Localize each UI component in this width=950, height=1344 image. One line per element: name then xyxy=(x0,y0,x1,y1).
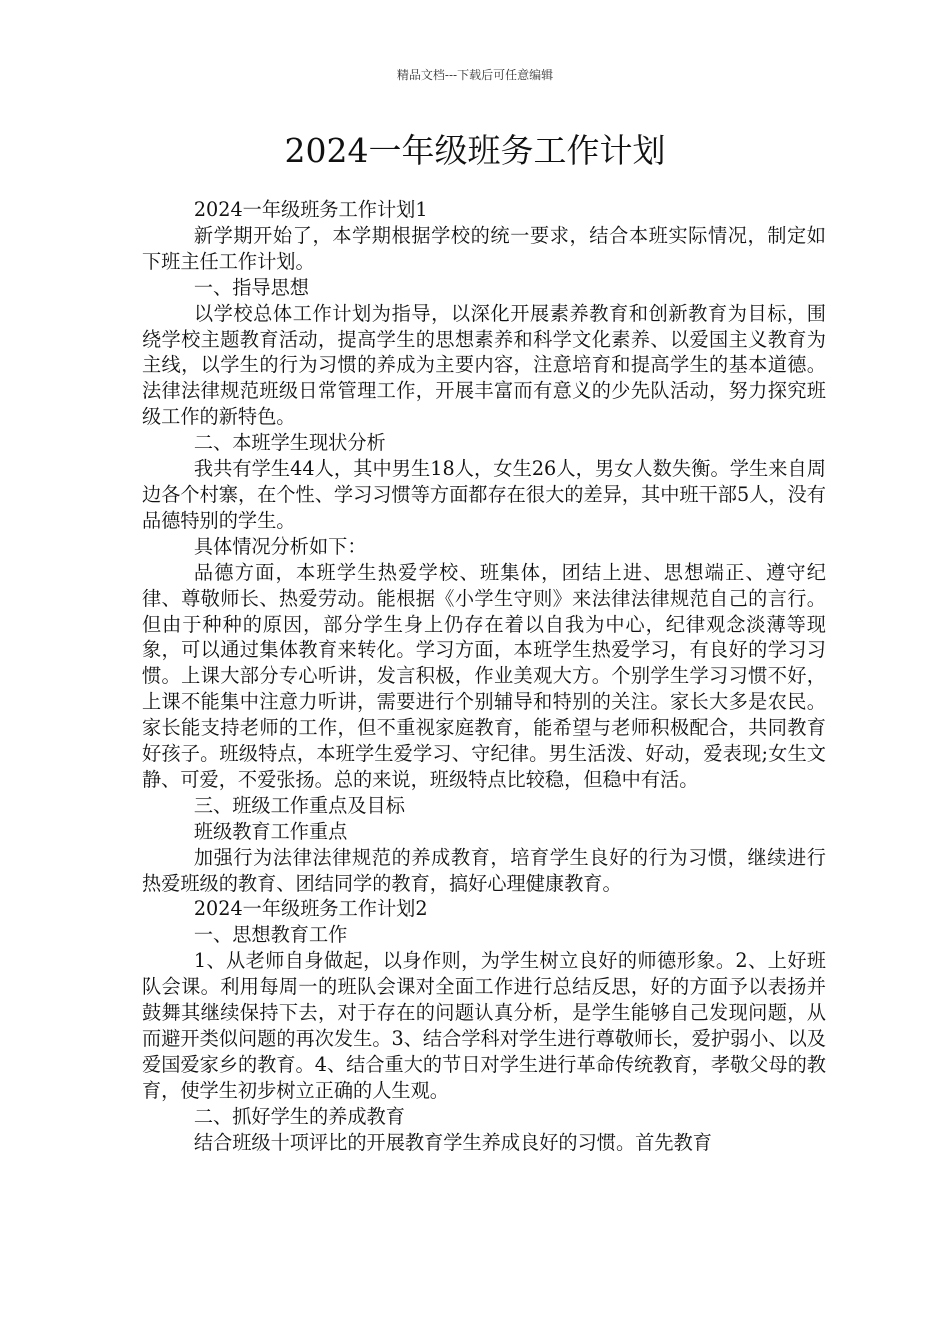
document-body xyxy=(142,197,826,1156)
section-heading-habit-education: 二、抓好学生的养成教育 xyxy=(193,1104,405,1128)
habit-education-paragraph: 结合班级十项评比的开展教育学生养成良好的习惯。首先教育 xyxy=(193,1130,712,1154)
section-heading-class-status: 二、本班学生现状分析 xyxy=(193,431,386,455)
section-heading-ideology-work: 一、思想教育工作 xyxy=(193,923,348,947)
education-focus-paragraph: 加强行为法律法律规范的养成教育，培育学生良好的行为习惯，继续进行热爱班级的教育、团结同学的教育，搞好心理健康教育。 xyxy=(142,845,826,895)
section-heading-key-goals: 三、班级工作重点及目标 xyxy=(193,793,405,817)
header-note: 精品文档---下载后可任意编辑 xyxy=(396,68,554,82)
analysis-paragraph: 品德方面，本班学生热爱学校、班集体，团结上进、思想端正、遵守纪律、尊敬师长、热爱劳动。能根据《小学生守则》来法律法律规范自己的言行。但由于种种的原因，部分学生身上仍存在着以自我为中心，纪律观念淡薄等现象，可以通过集体教育来转化。学习方面，本班学生热爱学习，有良好的学习习惯。上课大部分专心听讲，发言积极，作业美观大方。个别学生学习习惯不好，上课不能集中注意力听讲，需要进行个别辅导和特别的关注。家长大多是农民。家长能支持老师的工作，但不重视家庭教育，能希望与老师积极配合，共同教育好孩子。班级特点，本班学生爱学习、守纪律。男生活泼、好动，爱表现;女生文静、可爱，不爱张扬。总的来说，班级特点比较稳，但稳中有活。 xyxy=(142,560,826,791)
guiding-thought-paragraph: 以学校总体工作计划为指导，以深化开展素养教育和创新教育为目标，围绕学校主题教育活动，提高学生的思想素养和科学文化素养、以爱国主义教育为主线，以学生的行为习惯的养成为主要内容，注意培育和提高学生的基本道德。法律法律规范班级日常管理工作，开展丰富而有意义的少先队活动，努力探究班级工作的新特色。 xyxy=(142,301,826,429)
intro-paragraph: 新学期开始了，本学期根据学校的统一要求，结合本班实际情况，制定如下班主任工作计划。 xyxy=(142,223,826,273)
document-title: 2024一年级班务工作计划 xyxy=(284,131,666,170)
plan-1-heading: 2024一年级班务工作计划1 xyxy=(193,198,428,221)
ideology-work-paragraph: 1、从老师自身做起，以身作则，为学生树立良好的师德形象。2、上好班队会课。利用每周一的班队会课对全面工作进行总结反思，好的方面予以表扬并鼓舞其继续保持下去，对于存在的问题认真分析，是学生能够自己发现问题，从而避开类似问题的再次发生。3、结合学科对学生进行尊敬师长，爱护弱小、以及爱国爱家乡的教育。4、结合重大的节日对学生进行革命传统教育，孝敬父母的教育，使学生初步树立正确的人生观。 xyxy=(142,949,826,1102)
section-heading-guiding-thought: 一、指导思想 xyxy=(193,275,309,299)
class-status-paragraph: 我共有学生44人，其中男生18人，女生26人，男女人数失衡。学生来自周边各个村寨，在个性、学习习惯等方面都存在很大的差异，其中班干部5人，没有品德特别的学生。 xyxy=(142,457,826,532)
subheading-education-focus: 班级教育工作重点 xyxy=(193,819,348,843)
plan-2-heading: 2024一年级班务工作计划2 xyxy=(193,897,428,921)
analysis-intro: 具体情况分析如下： xyxy=(193,534,367,558)
